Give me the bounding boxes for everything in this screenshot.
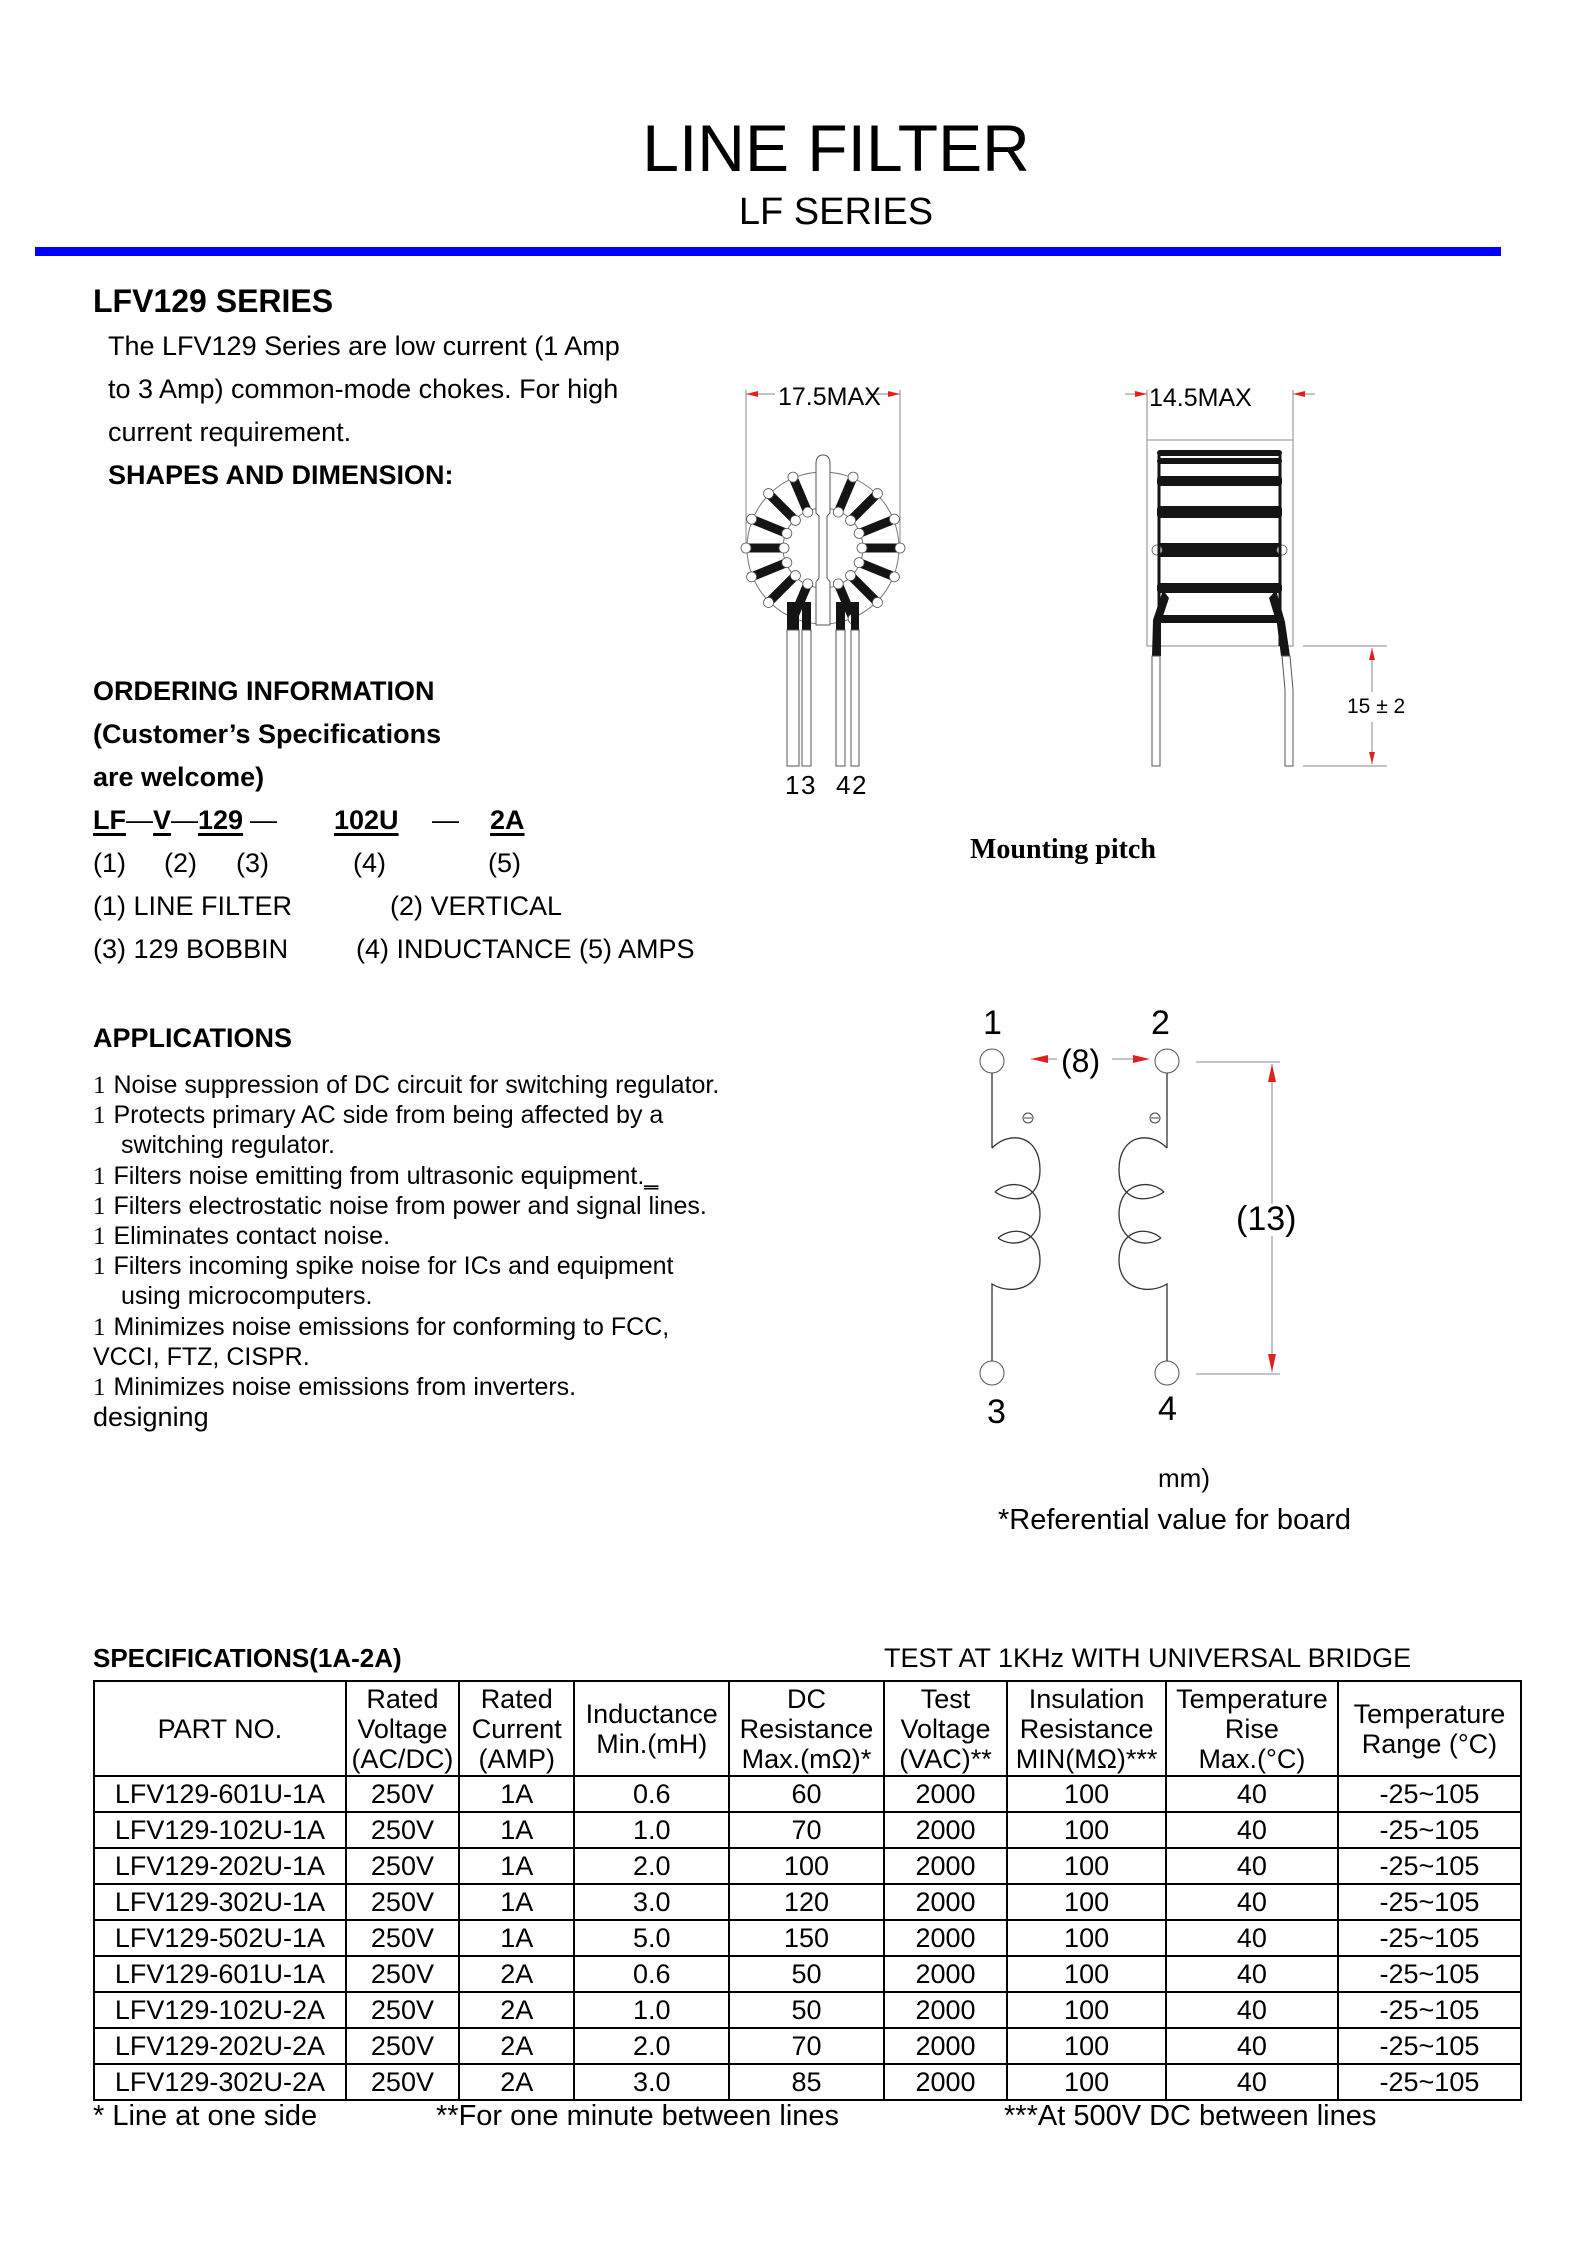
table-cell: 50 bbox=[729, 1956, 884, 1992]
column-header bbox=[94, 1681, 346, 1776]
specifications-table bbox=[93, 1680, 1522, 2101]
code-separator: — bbox=[250, 805, 277, 835]
application-item bbox=[93, 1100, 663, 1131]
column-header bbox=[729, 1681, 884, 1776]
height-label: (13) bbox=[1236, 1200, 1297, 1238]
application-item bbox=[93, 1070, 719, 1101]
part-number-3: (3) bbox=[236, 848, 269, 878]
specs-heading: SPECIFICATIONS(1A-2A) bbox=[93, 1643, 402, 1673]
table-cell: 40 bbox=[1166, 1776, 1338, 1812]
table-cell: -25~105 bbox=[1338, 2064, 1521, 2100]
application-item bbox=[121, 1281, 372, 1311]
table-cell: -25~105 bbox=[1338, 1920, 1521, 1956]
application-item bbox=[121, 1130, 335, 1160]
legend-vertical: (2) VERTICAL bbox=[390, 891, 563, 921]
coil-symbols bbox=[992, 1073, 1167, 1361]
table-cell: 2000 bbox=[884, 1992, 1007, 2028]
arrow-right-icon bbox=[1135, 391, 1147, 397]
table-cell: 2A bbox=[459, 1992, 574, 2028]
code-separator: — bbox=[126, 805, 153, 835]
table-cell: LFV129-102U-2A bbox=[94, 1992, 346, 2028]
winding-end bbox=[889, 572, 899, 582]
bullet-marker: 1 bbox=[93, 1102, 106, 1130]
table-row bbox=[94, 1920, 1521, 1956]
table-cell: 85 bbox=[729, 2064, 884, 2100]
column-header bbox=[574, 1681, 729, 1776]
table-cell: 2000 bbox=[884, 1776, 1007, 1812]
unit-note: mm) bbox=[1158, 1463, 1210, 1493]
bullet-marker: 1 bbox=[93, 1192, 106, 1220]
pin-label: 1 bbox=[785, 770, 800, 800]
bullet-marker: 1 bbox=[93, 1162, 106, 1190]
column-header-line: Max.(°C) bbox=[1198, 1743, 1306, 1774]
application-item bbox=[93, 1161, 658, 1192]
column-header-line: Temperature bbox=[1353, 1698, 1506, 1729]
table-cell: 0.6 bbox=[574, 1776, 729, 1812]
arrow-down-icon bbox=[1268, 1354, 1276, 1372]
winding-end bbox=[857, 543, 867, 553]
winding-end bbox=[895, 543, 905, 553]
side-view-body bbox=[1147, 440, 1293, 766]
arrow-left-icon bbox=[1293, 391, 1305, 397]
application-text: Protects primary AC side from being affected by a bbox=[113, 1101, 664, 1130]
winding-end bbox=[747, 514, 757, 524]
table-cell: 1A bbox=[459, 1920, 574, 1956]
table-cell: 40 bbox=[1166, 1920, 1338, 1956]
table-cell: 250V bbox=[346, 2028, 459, 2064]
application-text: VCCI, FTZ, CISPR. bbox=[93, 1342, 310, 1371]
front-pin-labels bbox=[785, 770, 866, 800]
pin-4-pad bbox=[1155, 1361, 1179, 1385]
table-cell: 40 bbox=[1166, 1992, 1338, 2028]
column-header-line: Max.(mΩ)* bbox=[741, 1743, 872, 1774]
ordering-heading-line-1: ORDERING INFORMATION bbox=[93, 676, 435, 706]
mounting-pitch-label: Mounting pitch bbox=[970, 834, 1156, 865]
winding-end bbox=[848, 472, 858, 482]
side-width-label: 14.5MAX bbox=[1149, 384, 1252, 412]
table-cell: 40 bbox=[1166, 1956, 1338, 1992]
arrow-left-icon bbox=[746, 391, 758, 397]
table-cell: LFV129-502U-1A bbox=[94, 1920, 346, 1956]
ordering-heading-line-2: (Customer’s Specifications bbox=[93, 719, 442, 749]
application-text: designing bbox=[93, 1402, 209, 1433]
table-cell: 250V bbox=[346, 1776, 459, 1812]
arrow-down-icon bbox=[1369, 752, 1375, 764]
table-cell: 150 bbox=[729, 1920, 884, 1956]
column-header-line: Test bbox=[920, 1683, 971, 1714]
table-cell: LFV129-302U-2A bbox=[94, 2064, 346, 2100]
column-header-line: Range (°C) bbox=[1361, 1728, 1498, 1759]
table-cell: 2.0 bbox=[574, 1848, 729, 1884]
winding-end bbox=[872, 597, 882, 607]
table-cell: 0.6 bbox=[574, 1956, 729, 1992]
pin-2-pad bbox=[1155, 1049, 1179, 1073]
table-cell: 2000 bbox=[884, 1884, 1007, 1920]
description-line-2: to 3 Amp) common-mode chokes. For high bbox=[108, 374, 619, 404]
header-divider bbox=[35, 247, 1501, 256]
bullet-marker: 1 bbox=[93, 1223, 106, 1250]
table-cell: 70 bbox=[729, 1812, 884, 1848]
application-text: using microcomputers. bbox=[121, 1282, 373, 1311]
table-cell: 1.0 bbox=[574, 1992, 729, 2028]
part-number-2: (2) bbox=[164, 848, 197, 878]
arrow-left-icon bbox=[1031, 1055, 1048, 1063]
winding-turn bbox=[1157, 450, 1282, 456]
table-cell: 250V bbox=[346, 1992, 459, 2028]
table-cell: 100 bbox=[1007, 1848, 1166, 1884]
winding-end bbox=[872, 489, 882, 499]
table-cell: -25~105 bbox=[1338, 1776, 1521, 1812]
table-cell: 2000 bbox=[884, 1812, 1007, 1848]
column-header bbox=[1338, 1681, 1521, 1776]
winding-turn bbox=[1157, 458, 1282, 464]
column-header-line: Temperature bbox=[1176, 1683, 1328, 1714]
bullet-marker: 1 bbox=[93, 1374, 106, 1401]
table-cell: LFV129-102U-1A bbox=[94, 1812, 346, 1848]
lead-wire bbox=[836, 630, 845, 766]
table-cell: 3.0 bbox=[574, 1884, 729, 1920]
part-number-1: (1) bbox=[93, 848, 126, 878]
table-row bbox=[94, 2064, 1521, 2100]
pin-label: 3 bbox=[801, 770, 816, 800]
winding-end bbox=[741, 543, 751, 553]
winding-turn bbox=[1157, 543, 1282, 557]
arrow-up-icon bbox=[1268, 1064, 1276, 1082]
table-cell: -25~105 bbox=[1338, 1812, 1521, 1848]
table-cell: 5.0 bbox=[574, 1920, 729, 1956]
winding-end bbox=[833, 507, 843, 517]
column-header-line: Voltage bbox=[900, 1713, 991, 1744]
lead-wire bbox=[1282, 656, 1293, 766]
front-width-label: 17.5MAX bbox=[778, 383, 881, 411]
table-cell: 250V bbox=[346, 1956, 459, 1992]
winding-end bbox=[782, 558, 792, 568]
arrow-up-icon bbox=[1369, 648, 1375, 660]
bullet-marker: 1 bbox=[93, 1253, 106, 1281]
table-cell: 2A bbox=[459, 2064, 574, 2100]
table-cell: 60 bbox=[729, 1776, 884, 1812]
table-cell: 1A bbox=[459, 1884, 574, 1920]
front-view-drawing bbox=[730, 360, 1010, 810]
bullet-marker: 1 bbox=[93, 1072, 106, 1099]
arrow-right-icon bbox=[888, 391, 900, 397]
table-cell: LFV129-202U-2A bbox=[94, 2028, 346, 2064]
series-title: LFV129 SERIES bbox=[93, 283, 334, 319]
table-cell: -25~105 bbox=[1338, 1848, 1521, 1884]
part-number-4: (4) bbox=[353, 848, 386, 878]
column-header bbox=[346, 1681, 459, 1776]
column-header-line: MIN(MΩ)*** bbox=[1015, 1743, 1158, 1774]
code-part-inductance: 102U bbox=[334, 805, 399, 835]
column-header-line: (AC/DC) bbox=[351, 1743, 454, 1774]
table-cell: 2A bbox=[459, 2028, 574, 2064]
code-part-series: LF bbox=[93, 805, 126, 835]
table-cell: 100 bbox=[1007, 2028, 1166, 2064]
pin-schematic bbox=[960, 1000, 1400, 1440]
table-cell: 50 bbox=[729, 1992, 884, 2028]
column-header-line: (VAC)** bbox=[899, 1743, 992, 1774]
page-title: LINE FILTER bbox=[642, 111, 1030, 185]
winding-end bbox=[764, 489, 774, 499]
page-subtitle: LF SERIES bbox=[738, 191, 934, 233]
table-cell: 2A bbox=[459, 1956, 574, 1992]
table-cell: 250V bbox=[346, 1920, 459, 1956]
table-cell: 100 bbox=[1007, 1956, 1166, 1992]
application-item bbox=[93, 1251, 674, 1282]
winding-end bbox=[790, 571, 800, 581]
table-cell: -25~105 bbox=[1338, 1884, 1521, 1920]
lead-length-label: 15 ± 2 bbox=[1347, 695, 1406, 718]
code-part-bobbin: 129 bbox=[198, 805, 244, 835]
table-cell: 100 bbox=[1007, 1884, 1166, 1920]
column-header-line: Resistance bbox=[1019, 1713, 1154, 1744]
winding-end bbox=[747, 572, 757, 582]
arrow-right-icon bbox=[1133, 1055, 1150, 1063]
lead-wire bbox=[1152, 656, 1160, 766]
table-cell: 100 bbox=[729, 1848, 884, 1884]
side-view-drawing bbox=[1035, 360, 1415, 780]
pin-1-pad bbox=[980, 1049, 1004, 1073]
column-header-line: Inductance bbox=[585, 1698, 718, 1729]
lead-insulated bbox=[802, 602, 811, 630]
pin-label: 4 bbox=[836, 770, 851, 800]
table-cell: 100 bbox=[1007, 1992, 1166, 2028]
table-cell: 250V bbox=[346, 1812, 459, 1848]
table-cell: 40 bbox=[1166, 2028, 1338, 2064]
winding-end bbox=[764, 597, 774, 607]
table-cell: 40 bbox=[1166, 1884, 1338, 1920]
application-item bbox=[93, 1221, 390, 1252]
code-part-orientation: V bbox=[153, 805, 172, 835]
table-cell: LFV129-302U-1A bbox=[94, 1884, 346, 1920]
pitch-label: (8) bbox=[1061, 1043, 1101, 1079]
winding-end bbox=[803, 507, 813, 517]
lead-insulated bbox=[851, 602, 859, 630]
table-row bbox=[94, 1992, 1521, 2028]
column-header-line: Insulation bbox=[1028, 1683, 1145, 1714]
shapes-heading: SHAPES AND DIMENSION: bbox=[108, 460, 454, 490]
legend-inductance-amps: (4) INDUCTANCE (5) AMPS bbox=[356, 934, 695, 964]
winding-end bbox=[889, 514, 899, 524]
footnote-dc-resistance: * Line at one side bbox=[93, 2100, 318, 2132]
applications-heading: APPLICATIONS bbox=[93, 1023, 293, 1053]
pin-1-label: 1 bbox=[983, 1004, 1002, 1042]
table-cell: 40 bbox=[1166, 2064, 1338, 2100]
column-header-line: (AMP) bbox=[478, 1743, 555, 1774]
winding-turn bbox=[1157, 476, 1282, 486]
table-cell: 100 bbox=[1007, 1920, 1166, 1956]
column-header-line: DC bbox=[786, 1683, 826, 1714]
winding-turn bbox=[1157, 615, 1282, 623]
lead-wire bbox=[851, 630, 859, 766]
table-cell: 250V bbox=[346, 1848, 459, 1884]
winding-end bbox=[788, 472, 798, 482]
table-cell: 1A bbox=[459, 1776, 574, 1812]
table-cell: -25~105 bbox=[1338, 2028, 1521, 2064]
column-header-line: Rated bbox=[480, 1683, 553, 1714]
column-header-line: Voltage bbox=[357, 1713, 448, 1744]
code-separator: — bbox=[432, 805, 459, 835]
column-header bbox=[1166, 1681, 1338, 1776]
table-cell: 2000 bbox=[884, 2064, 1007, 2100]
winding-end bbox=[833, 579, 843, 589]
table-row bbox=[94, 1776, 1521, 1812]
column-header-line: Current bbox=[471, 1713, 562, 1744]
ordering-heading-line-3: are welcome) bbox=[93, 762, 265, 792]
application-item bbox=[93, 1402, 209, 1432]
column-header-line: Resistance bbox=[739, 1713, 874, 1744]
side-width-dimension bbox=[1125, 384, 1315, 442]
application-text: switching regulator. bbox=[121, 1131, 336, 1160]
code-part-amps: 2A bbox=[490, 805, 525, 835]
table-row bbox=[94, 1956, 1521, 1992]
lead-insulated bbox=[836, 602, 845, 630]
table-cell: 2000 bbox=[884, 1848, 1007, 1884]
application-text: Noise suppression of DC circuit for switching regulator. bbox=[113, 1071, 720, 1099]
pin-2-label: 2 bbox=[1151, 1004, 1170, 1042]
application-text: Filters electrostatic noise from power and signal lines. bbox=[113, 1191, 707, 1220]
toroid-core bbox=[741, 455, 905, 766]
lead-insulated bbox=[787, 602, 799, 630]
test-note: TEST AT 1KHz WITH UNIVERSAL BRIDGE bbox=[884, 1643, 1412, 1673]
table-row bbox=[94, 2028, 1521, 2064]
table-cell: LFV129-202U-1A bbox=[94, 1848, 346, 1884]
application-item bbox=[93, 1312, 669, 1343]
winding-end bbox=[854, 558, 864, 568]
winding-end bbox=[782, 528, 792, 538]
legend-bobbin: (3) 129 BOBBIN bbox=[93, 934, 289, 964]
application-item bbox=[93, 1342, 310, 1372]
lead-wire bbox=[787, 630, 799, 766]
table-cell: 2.0 bbox=[574, 2028, 729, 2064]
winding-end bbox=[803, 579, 813, 589]
table-cell: -25~105 bbox=[1338, 1956, 1521, 1992]
winding-turn bbox=[1157, 583, 1282, 593]
application-text: Filters noise emitting from ultrasonic equipment.‗ bbox=[113, 1161, 659, 1190]
table-row bbox=[94, 1884, 1521, 1920]
column-header bbox=[1007, 1681, 1166, 1776]
winding-turn bbox=[1157, 506, 1282, 518]
winding-end bbox=[846, 571, 856, 581]
table-header-row bbox=[94, 1681, 1521, 1776]
pin-3-pad bbox=[980, 1361, 1004, 1385]
table-row bbox=[94, 1848, 1521, 1884]
table-cell: 2000 bbox=[884, 2028, 1007, 2064]
application-item bbox=[93, 1372, 576, 1403]
table-cell: 40 bbox=[1166, 1812, 1338, 1848]
table-cell: 100 bbox=[1007, 1776, 1166, 1812]
order-code bbox=[93, 804, 243, 836]
column-header-line: PART NO. bbox=[157, 1713, 283, 1744]
pin-label: 2 bbox=[852, 770, 867, 800]
table-cell: 1A bbox=[459, 1848, 574, 1884]
table-cell: 100 bbox=[1007, 1812, 1166, 1848]
table-cell: 100 bbox=[1007, 2064, 1166, 2100]
code-separator: — bbox=[171, 805, 199, 835]
table-cell: 250V bbox=[346, 2064, 459, 2100]
table-cell: 1A bbox=[459, 1812, 574, 1848]
application-text: Eliminates contact noise. bbox=[113, 1222, 391, 1250]
application-item bbox=[93, 1191, 707, 1222]
column-header bbox=[884, 1681, 1007, 1776]
pin-3-label: 3 bbox=[987, 1393, 1006, 1431]
table-cell: 120 bbox=[729, 1884, 884, 1920]
table-cell: 2000 bbox=[884, 1920, 1007, 1956]
table-cell: 250V bbox=[346, 1884, 459, 1920]
pin-4-label: 4 bbox=[1158, 1390, 1177, 1428]
table-cell: 2000 bbox=[884, 1956, 1007, 1992]
table-cell: -25~105 bbox=[1338, 1992, 1521, 2028]
table-row bbox=[94, 1812, 1521, 1848]
bullet-marker: 1 bbox=[93, 1313, 106, 1341]
footnote-insulation: ***At 500V DC between lines bbox=[1004, 2100, 1377, 2132]
table-cell: 40 bbox=[1166, 1848, 1338, 1884]
description-line-3: current requirement. bbox=[108, 417, 352, 447]
column-header-line: Rated bbox=[366, 1683, 439, 1714]
referential-note: *Referential value for board bbox=[998, 1504, 1352, 1536]
description-line-1: The LFV129 Series are low current (1 Amp bbox=[108, 331, 620, 361]
column-header bbox=[459, 1681, 574, 1776]
part-number-5: (5) bbox=[488, 848, 521, 878]
winding-end bbox=[790, 515, 800, 525]
winding-end bbox=[854, 528, 864, 538]
winding-end bbox=[779, 543, 789, 553]
table-cell: LFV129-601U-1A bbox=[94, 1956, 346, 1992]
legend-line-filter: (1) LINE FILTER bbox=[93, 891, 293, 921]
application-text: Filters incoming spike noise for ICs and equipment bbox=[113, 1252, 674, 1281]
winding-end bbox=[846, 515, 856, 525]
footnote-test-voltage: **For one minute between lines bbox=[436, 2100, 840, 2132]
application-text: Minimizes noise emissions from inverters. bbox=[113, 1373, 577, 1401]
table-cell: 70 bbox=[729, 2028, 884, 2064]
lead-length-dimension bbox=[1303, 646, 1405, 766]
table-cell: 3.0 bbox=[574, 2064, 729, 2100]
column-header-line: Rise bbox=[1224, 1713, 1279, 1744]
table-cell: 1.0 bbox=[574, 1812, 729, 1848]
application-text: Minimizes noise emissions for conforming to FCC, bbox=[113, 1312, 670, 1341]
table-cell: LFV129-601U-1A bbox=[94, 1776, 346, 1812]
lead-wire bbox=[802, 630, 811, 766]
column-header-line: Min.(mH) bbox=[596, 1728, 708, 1759]
